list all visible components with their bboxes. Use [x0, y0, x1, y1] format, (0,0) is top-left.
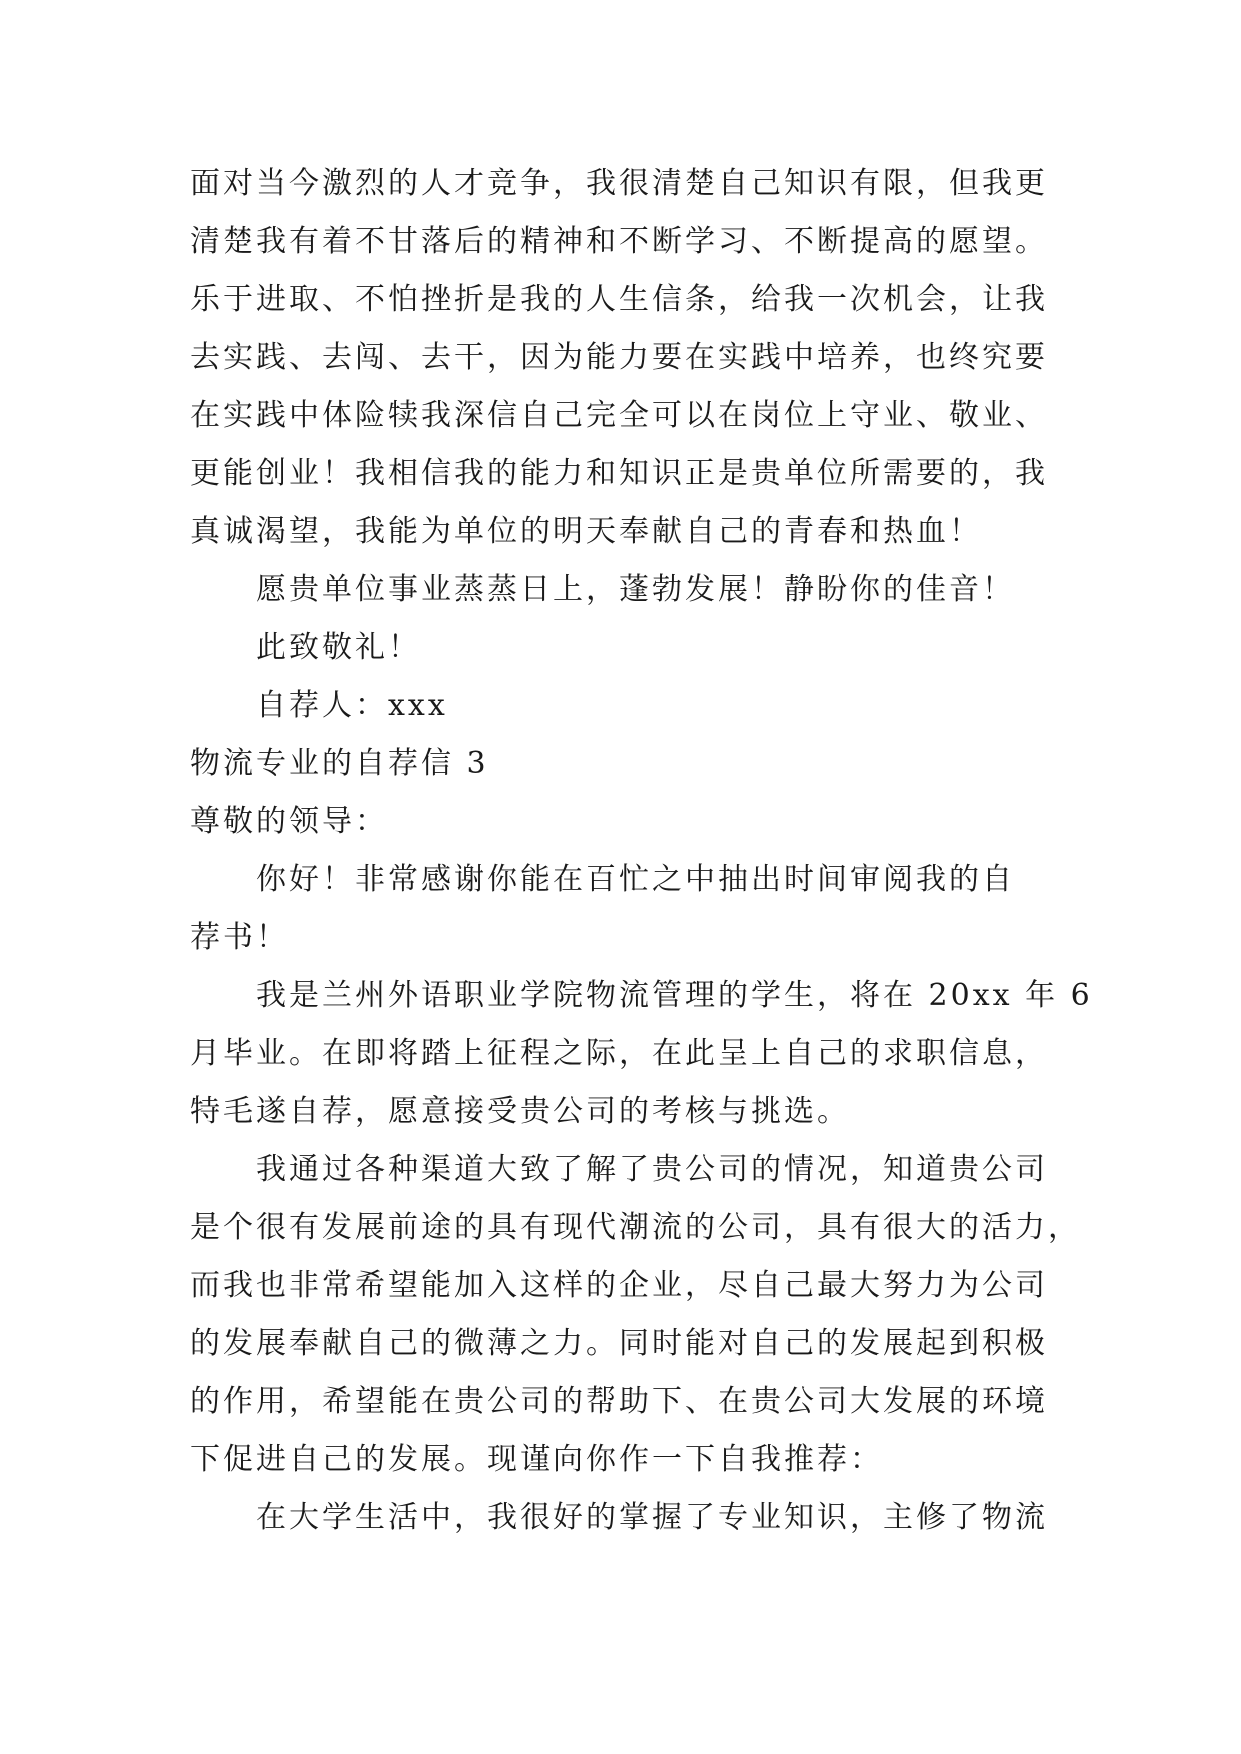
body-text-line: 更能创业！我相信我的能力和知识正是贵单位所需要的，我	[190, 456, 1048, 491]
body-text-line: 我是兰州外语职业学院物流管理的学生，将在 20xx 年 6	[256, 978, 1093, 1013]
salutation-closing: 此致敬礼！	[256, 630, 421, 665]
body-text-line: 乐于进取、不怕挫折是我的人生信条，给我一次机会，让我	[190, 282, 1048, 317]
body-text-line: 特毛遂自荐，愿意接受贵公司的考核与挑选。	[190, 1094, 850, 1129]
body-text-line: 面对当今激烈的人才竞争，我很清楚自己知识有限，但我更	[190, 166, 1048, 201]
body-text-line: 我通过各种渠道大致了解了贵公司的情况，知道贵公司	[256, 1152, 1048, 1187]
body-text-line: 的发展奉献自己的微薄之力。同时能对自己的发展起到积极	[190, 1326, 1048, 1361]
body-text-line: 下促进自己的发展。现谨向你作一下自我推荐：	[190, 1442, 883, 1477]
body-text-line: 月毕业。在即将踏上征程之际，在此呈上自己的求职信息，	[190, 1036, 1048, 1071]
body-text-line: 在大学生活中，我很好的掌握了专业知识，主修了物流	[256, 1500, 1048, 1535]
body-text-line: 是个很有发展前途的具有现代潮流的公司，具有很大的活力，	[190, 1210, 1081, 1245]
letter-greeting: 尊敬的领导：	[190, 804, 388, 839]
closing-wish: 愿贵单位事业蒸蒸日上，蓬勃发展！静盼你的佳音！	[256, 572, 1015, 607]
body-text-line: 清楚我有着不甘落后的精神和不断学习、不断提高的愿望。	[190, 224, 1048, 259]
body-text-line: 荐书！	[190, 920, 289, 955]
body-text-line: 的作用，希望能在贵公司的帮助下、在贵公司大发展的环境	[190, 1384, 1048, 1419]
body-text-line: 而我也非常希望能加入这样的企业，尽自己最大努力为公司	[190, 1268, 1048, 1303]
body-text-line: 你好！非常感谢你能在百忙之中抽出时间审阅我的自	[256, 862, 1015, 897]
body-text-line: 真诚渴望，我能为单位的明天奉献自己的青春和热血！	[190, 514, 982, 549]
body-text-line: 在实践中体险犊我深信自己完全可以在岗位上守业、敬业、	[190, 398, 1048, 433]
body-text-line: 去实践、去闯、去干，因为能力要在实践中培养，也终究要	[190, 340, 1048, 375]
section-heading: 物流专业的自荐信 3	[190, 746, 489, 781]
signature-line: 自荐人：xxx	[256, 688, 448, 723]
